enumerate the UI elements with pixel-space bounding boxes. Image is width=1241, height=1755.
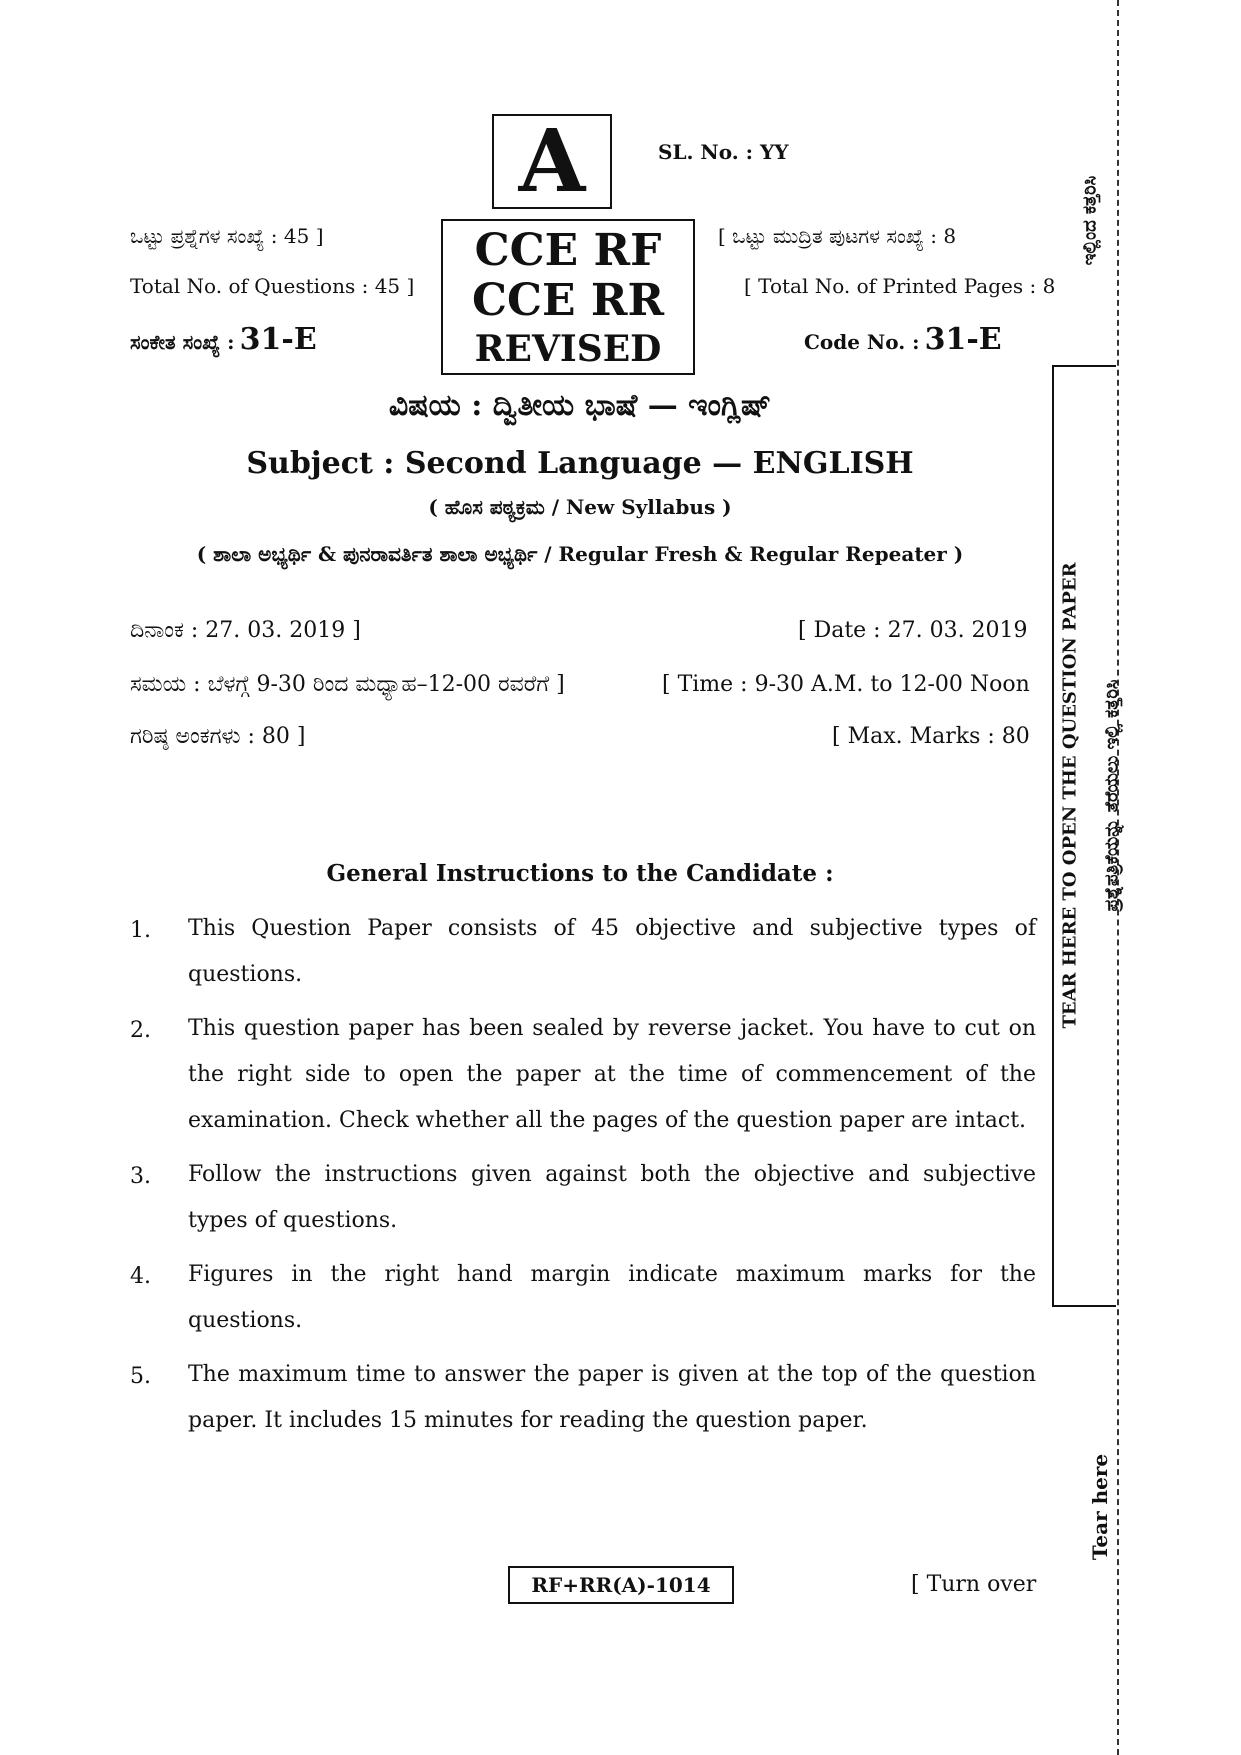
date-kn: ದಿನಾಂಕ : 27. 03. 2019 ]: [130, 618, 361, 643]
tear-top-kn: ಇಲ್ಲಿಂದ ಕತ್ತರಿಸಿ: [1079, 175, 1101, 266]
tear-instruction-en: TEAR HERE TO OPEN THE QUESTION PAPER: [1059, 562, 1081, 1029]
time-en: [ Time : 9-30 A.M. to 12-00 Noon: [662, 672, 1030, 697]
serial-number: SL. No. : YY: [658, 140, 789, 164]
turn-over-label: [ Turn over: [911, 1572, 1037, 1597]
code-en: [804, 322, 1002, 357]
date-en: [ Date : 27. 03. 2019: [798, 618, 1028, 643]
marks-en: [ Max. Marks : 80: [832, 724, 1030, 749]
exam-type-revised: REVISED: [474, 328, 662, 370]
candidate-type-line: ( ಶಾಲಾ ಅಭ್ಯರ್ಥಿ & ಪುನರಾವರ್ತಿತ ಶಾಲಾ ಅಭ್ಯರ್ಥಿ / Regular Fresh & Regular Repeater ): [196, 542, 964, 566]
instruction-text: Figures in the right hand margin indicate maximum marks for the questions.: [188, 1262, 1036, 1333]
time-kn: ಸಮಯ : ಬೆಳಗ್ಗೆ 9-30 ರಿಂದ ಮಧ್ಯಾಹ–12-00 ರವರೆಗೆ ]: [130, 672, 565, 697]
instruction-text: The maximum time to answer the paper is given at the top of the question paper. It includes 15 minutes for reading the question paper.: [188, 1362, 1036, 1433]
tear-instruction-kn: ಪ್ರಶ್ನೆಪತ್ರಿಕೆಯನ್ನು ತೆರೆಯಲು ಇಲ್ಲಿ ಕತ್ತರಿಸಿ: [1101, 679, 1123, 912]
exam-type-rr: CCE RR: [471, 275, 665, 326]
marks-kn: ಗರಿಷ್ಠ ಅಂಕಗಳು : 80 ]: [130, 724, 306, 749]
code-kn: [130, 322, 317, 357]
instruction-number: 1.: [130, 918, 151, 943]
code-kn-value: 31-E: [239, 322, 317, 357]
version-letter-box: [492, 110, 612, 212]
instruction-text: This Question Paper consists of 45 objective and subjective types of questions.: [188, 916, 1036, 987]
pages-count-en: [ Total No. of Printed Pages : 8: [744, 274, 1056, 298]
instruction-text: This question paper has been sealed by reverse jacket. You have to cut on the right side to open the paper at the time of commencement of the examination. Check whether all the pages of the question paper are intact.: [188, 1016, 1036, 1133]
instruction-number: 5.: [130, 1364, 151, 1389]
code-kn-label: ಸಂಕೇತ ಸಂಖ್ಯೆ :: [130, 330, 235, 354]
tear-here-label: Tear here: [1088, 1453, 1112, 1561]
questions-count-en: Total No. of Questions : 45 ]: [130, 274, 415, 298]
exam-type-rf: CCE RF: [474, 225, 662, 276]
syllabus-line: ( ಹೊಸ ಪಠ್ಯಕ್ರಮ / New Syllabus ): [428, 495, 732, 519]
exam-type-box: [441, 219, 695, 375]
subject-kannada: ವಿಷಯ : ದ್ವಿತೀಯ ಭಾಷೆ — ಇಂಗ್ಲಿಷ್: [388, 388, 772, 423]
code-en-value: 31-E: [924, 322, 1002, 357]
pages-count-kn: [ ಒಟ್ಟು ಮುದ್ರಿತ ಪುಟಗಳ ಸಂಖ್ಯೆ : 8: [718, 224, 957, 248]
questions-count-kn: ಒಟ್ಟು ಪ್ರಶ್ನೆಗಳ ಸಂಖ್ಯೆ : 45 ]: [130, 224, 324, 248]
version-letter: A: [518, 110, 586, 212]
instruction-number: 2.: [130, 1018, 151, 1043]
instruction-number: 3.: [130, 1164, 151, 1189]
instruction-number: 4.: [130, 1264, 151, 1289]
instruction-text: Follow the instructions given against both the objective and subjective types of questions.: [188, 1162, 1036, 1233]
code-en-label: Code No. :: [804, 330, 920, 354]
subject-english: Subject : Second Language — ENGLISH: [246, 446, 914, 481]
instructions-title: General Instructions to the Candidate :: [326, 860, 834, 887]
paper-code: RF+RR(A)-1014: [508, 1566, 734, 1604]
